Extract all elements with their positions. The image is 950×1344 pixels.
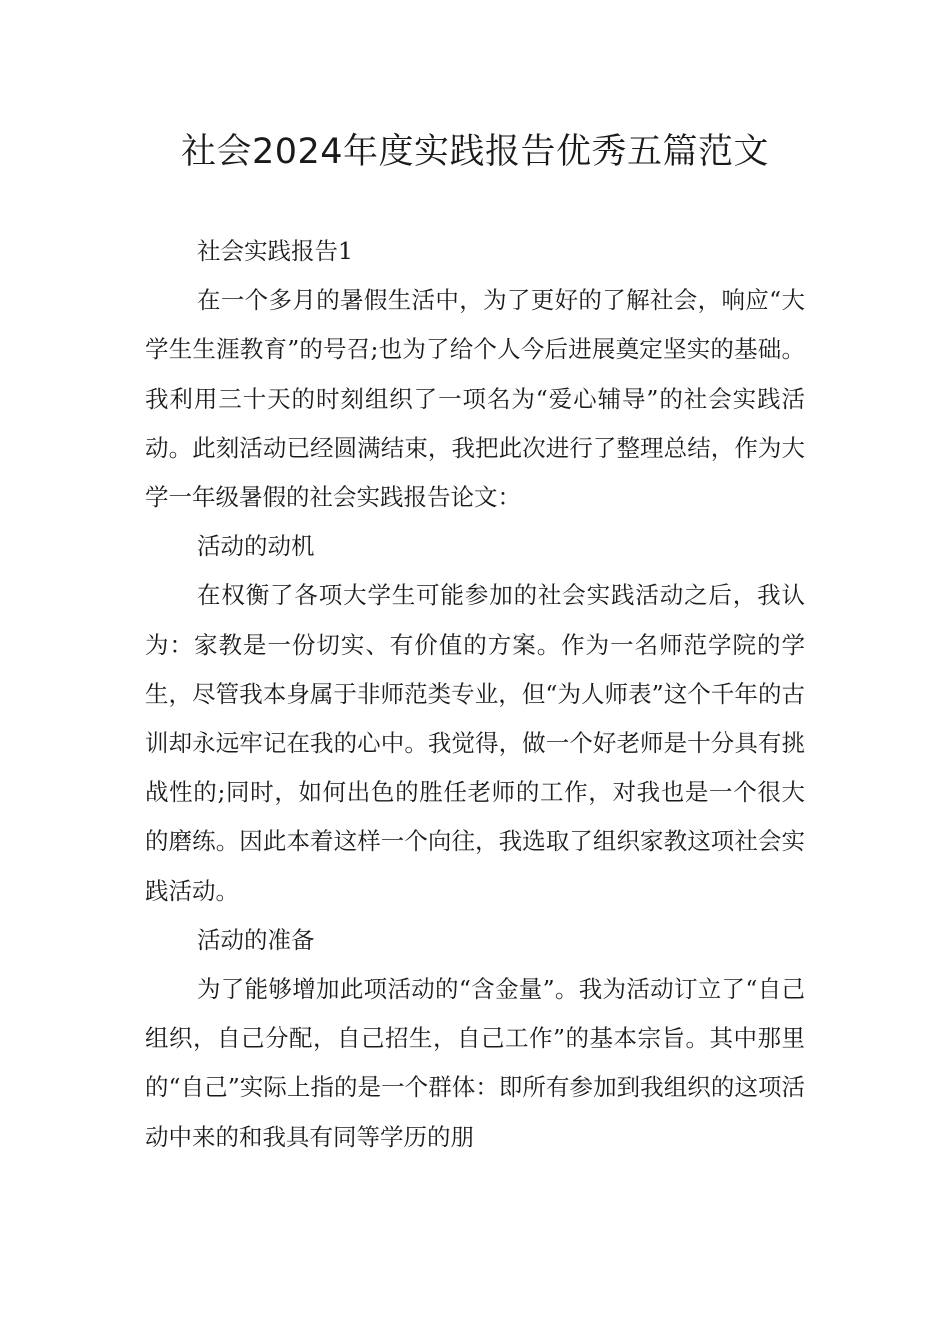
paragraph-motivation: 在权衡了各项大学生可能参加的社会实践活动之后，我认为：家教是一份切实、有价值的方案。作为一名师范学院的学生，尽管我本身属于非师范类专业，但“为人师表”这个千年的古训却永远牢记在我的心中。我觉得，做一个好老师是十分具有挑战性的;同时，如何出色的胜任老师的工作，对我也是一个很大的磨练。因此本着这样一个向往，我选取了组织家教这项社会实践活动。 <box>145 581 805 905</box>
paragraph-preparation: 为了能够增加此项活动的“含金量”。我为活动订立了“自己组织，自己分配，自己招生，自己工作”的基本宗旨。其中那里的“自己”实际上指的是一个群体：即所有参加到我组织的这项活动中来的和我具有同等学历的朋 <box>145 975 805 1151</box>
section-heading-report-1: 社会实践报告1 <box>197 237 353 265</box>
section-heading-motivation: 活动的动机 <box>197 532 315 561</box>
section-heading-preparation: 活动的准备 <box>197 925 315 954</box>
document-body <box>145 227 805 1162</box>
document-title: 社会2024年度实践报告优秀五篇范文 <box>180 132 770 172</box>
paragraph-intro: 在一个多月的暑假生活中，为了更好的了解社会，响应“大学生生涯教育”的号召;也为了给个人今后进展奠定坚实的基础。我利用三十天的时刻组织了一项名为“爱心辅导”的社会实践活动。此刻活动已经圆满结束，我把此次进行了整理总结，作为大学一年级暑假的社会实践报告论文： <box>145 286 805 512</box>
